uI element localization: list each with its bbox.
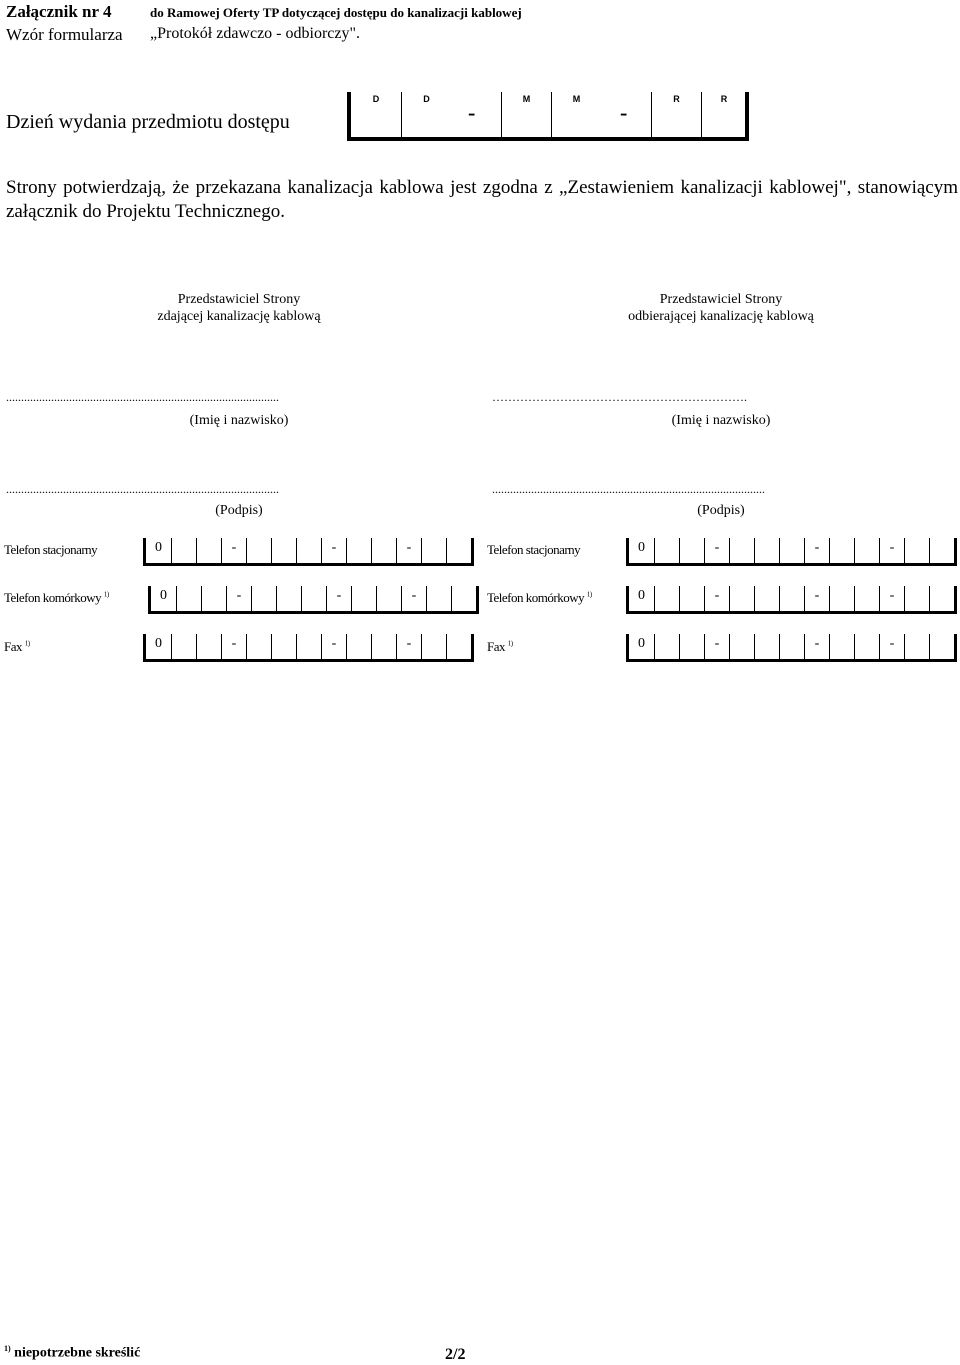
- phone-digit-cell[interactable]: [854, 634, 879, 659]
- phone-digit-cell[interactable]: -: [396, 634, 421, 659]
- phone-digit-cell[interactable]: [829, 634, 854, 659]
- phone-digit-cell[interactable]: [171, 634, 196, 659]
- phone-digit-cell[interactable]: -: [221, 634, 246, 659]
- phone-digit-cell[interactable]: [446, 538, 471, 563]
- date-cell-month-2[interactable]: M: [551, 92, 601, 137]
- phone-digit-cell[interactable]: [271, 634, 296, 659]
- date-separator: -: [620, 100, 628, 125]
- phone-digit-cell[interactable]: -: [321, 634, 346, 659]
- phone-digit-cell[interactable]: -: [879, 586, 904, 611]
- phone-digit-cell[interactable]: [754, 586, 779, 611]
- phone-digit-cell[interactable]: [854, 586, 879, 611]
- date-cell-gap-1: [451, 92, 501, 137]
- footnote: $^{1)}$ niepotrzebne skreślić: [4, 1344, 141, 1361]
- phone-digit-cell[interactable]: [904, 634, 929, 659]
- left-signature-caption: (Podpis): [215, 503, 263, 518]
- phone-digit-cell[interactable]: [276, 586, 301, 611]
- left-name-caption: (Imię i nazwisko): [189, 413, 289, 428]
- left-fax-field[interactable]: [143, 634, 474, 662]
- annex-title: Załącznik nr 4: [6, 2, 112, 21]
- date-label: Dzień wydania przedmiotu dostępu: [6, 111, 290, 133]
- left-landline-label: Telefon stacjonarny: [4, 542, 98, 557]
- phone-digit-cell[interactable]: [376, 586, 401, 611]
- phone-digit-cell[interactable]: [779, 634, 804, 659]
- phone-digit-cell[interactable]: [301, 586, 326, 611]
- phone-digit-cell[interactable]: [246, 634, 271, 659]
- phone-digit-cell[interactable]: [296, 538, 321, 563]
- phone-digit-cell[interactable]: -: [704, 634, 729, 659]
- phone-digit-cell[interactable]: -: [804, 634, 829, 659]
- date-cell-year-2[interactable]: R: [701, 92, 746, 137]
- phone-digit-cell[interactable]: [371, 634, 396, 659]
- right-fax-label: Fax $^{1)}$: [487, 639, 513, 654]
- left-mobile-label: Telefon komórkowy $^{1)}$: [4, 590, 109, 605]
- phone-digit-cell[interactable]: -: [396, 538, 421, 563]
- right-fax-field[interactable]: [626, 634, 957, 662]
- phone-digit-cell[interactable]: [421, 538, 446, 563]
- phone-digit-cell[interactable]: -: [221, 538, 246, 563]
- phone-digit-cell[interactable]: [654, 586, 679, 611]
- phone-digit-cell[interactable]: [679, 586, 704, 611]
- phone-digit-cell[interactable]: [929, 634, 954, 659]
- right-name-line[interactable]: ……………………………………………………….: [492, 390, 747, 404]
- phone-digit-cell[interactable]: [729, 586, 754, 611]
- left-fax-label: Fax $^{1)}$: [4, 639, 30, 654]
- annex-subtitle: do Ramowej Oferty TP dotyczącej dostępu do kanalizacji kablowej: [150, 5, 522, 20]
- phone-digit-cell[interactable]: [351, 586, 376, 611]
- right-name-caption: (Imię i nazwisko): [671, 413, 771, 428]
- right-signature-caption: (Podpis): [697, 503, 745, 518]
- phone-digit-cell[interactable]: [196, 538, 221, 563]
- phone-digit-cell[interactable]: 0: [638, 540, 645, 555]
- date-cell-month-1[interactable]: M: [501, 92, 551, 137]
- phone-digit-cell[interactable]: [421, 634, 446, 659]
- phone-digit-cell[interactable]: -: [226, 586, 251, 611]
- right-representative: Przedstawiciel Strony odbierającej kanalizację kablową: [628, 292, 814, 324]
- form-title: „Protokół zdawczo - odbiorczy".: [150, 25, 361, 42]
- phone-digit-cell[interactable]: 0: [155, 540, 162, 555]
- phone-digit-cell[interactable]: -: [326, 586, 351, 611]
- phone-digit-cell[interactable]: [904, 538, 929, 563]
- phone-digit-cell[interactable]: [371, 538, 396, 563]
- phone-digit-cell[interactable]: -: [804, 538, 829, 563]
- date-cell-day-1[interactable]: D: [372, 94, 380, 104]
- left-mobile-field[interactable]: [148, 586, 479, 614]
- phone-digit-cell[interactable]: [346, 634, 371, 659]
- statement-line-1: Strony potwierdzają, że przekazana kanalizacja kablowa jest zgodna z „Zestawieniem kanalizacji: [6, 177, 763, 198]
- phone-digit-cell[interactable]: [246, 538, 271, 563]
- right-mobile-label: Telefon komórkowy $^{1)}$: [487, 590, 592, 605]
- phone-digit-cell[interactable]: 0: [155, 636, 162, 651]
- left-representative: Przedstawiciel Strony zdającej kanalizację kablową: [157, 292, 321, 324]
- date-field[interactable]: [347, 92, 749, 141]
- phone-digit-cell[interactable]: -: [879, 538, 904, 563]
- phone-digit-cell[interactable]: [196, 634, 221, 659]
- date-separator: -: [468, 100, 476, 125]
- phone-digit-cell[interactable]: [929, 538, 954, 563]
- phone-digit-cell[interactable]: [754, 538, 779, 563]
- statement-paragraph: [6, 176, 958, 224]
- phone-digit-cell[interactable]: [201, 586, 226, 611]
- phone-digit-cell[interactable]: [654, 634, 679, 659]
- phone-digit-cell[interactable]: -: [401, 586, 426, 611]
- phone-digit-cell[interactable]: [829, 586, 854, 611]
- right-landline-field[interactable]: [626, 538, 957, 566]
- phone-digit-cell[interactable]: [426, 586, 451, 611]
- form-label: Wzór formularza: [6, 25, 123, 44]
- date-cell-day-2[interactable]: D: [401, 92, 451, 137]
- date-cell-year-1[interactable]: R: [651, 92, 701, 137]
- statement-line-2: kablowej", stanowiącym załącznik do Projektu Technicznego.: [6, 177, 959, 222]
- phone-digit-cell[interactable]: [929, 586, 954, 611]
- phone-digit-cell[interactable]: [251, 586, 276, 611]
- phone-digit-cell[interactable]: [679, 634, 704, 659]
- phone-digit-cell[interactable]: -: [704, 586, 729, 611]
- phone-digit-cell[interactable]: [829, 538, 854, 563]
- phone-digit-cell[interactable]: [271, 538, 296, 563]
- phone-digit-cell[interactable]: [679, 538, 704, 563]
- phone-digit-cell[interactable]: -: [879, 634, 904, 659]
- right-landline-label: Telefon stacjonarny: [487, 542, 581, 557]
- right-signature-line[interactable]: ...........................................................................................: [492, 482, 765, 496]
- phone-digit-cell[interactable]: [446, 634, 471, 659]
- phone-digit-cell[interactable]: [654, 538, 679, 563]
- phone-digit-cell[interactable]: [176, 586, 201, 611]
- phone-digit-cell[interactable]: 0: [638, 636, 645, 651]
- phone-digit-cell[interactable]: [296, 634, 321, 659]
- phone-digit-cell[interactable]: [729, 634, 754, 659]
- right-mobile-field[interactable]: [626, 586, 957, 614]
- phone-digit-cell[interactable]: [346, 538, 371, 563]
- phone-digit-cell[interactable]: [779, 538, 804, 563]
- phone-digit-cell[interactable]: [779, 586, 804, 611]
- left-name-line[interactable]: ...........................................................................................: [6, 390, 279, 404]
- phone-digit-cell[interactable]: 0: [638, 588, 645, 603]
- phone-digit-cell[interactable]: [729, 538, 754, 563]
- phone-digit-cell[interactable]: [854, 538, 879, 563]
- phone-digit-cell[interactable]: [451, 586, 476, 611]
- phone-digit-cell[interactable]: [171, 538, 196, 563]
- phone-digit-cell[interactable]: [754, 634, 779, 659]
- phone-digit-cell[interactable]: -: [321, 538, 346, 563]
- left-signature-line[interactable]: ...........................................................................................: [6, 482, 279, 496]
- phone-digit-cell[interactable]: 0: [160, 588, 167, 603]
- phone-digit-cell[interactable]: -: [704, 538, 729, 563]
- page-number: 2/2: [445, 1346, 466, 1363]
- phone-digit-cell[interactable]: -: [804, 586, 829, 611]
- left-landline-field[interactable]: [143, 538, 474, 566]
- phone-digit-cell[interactable]: [904, 586, 929, 611]
